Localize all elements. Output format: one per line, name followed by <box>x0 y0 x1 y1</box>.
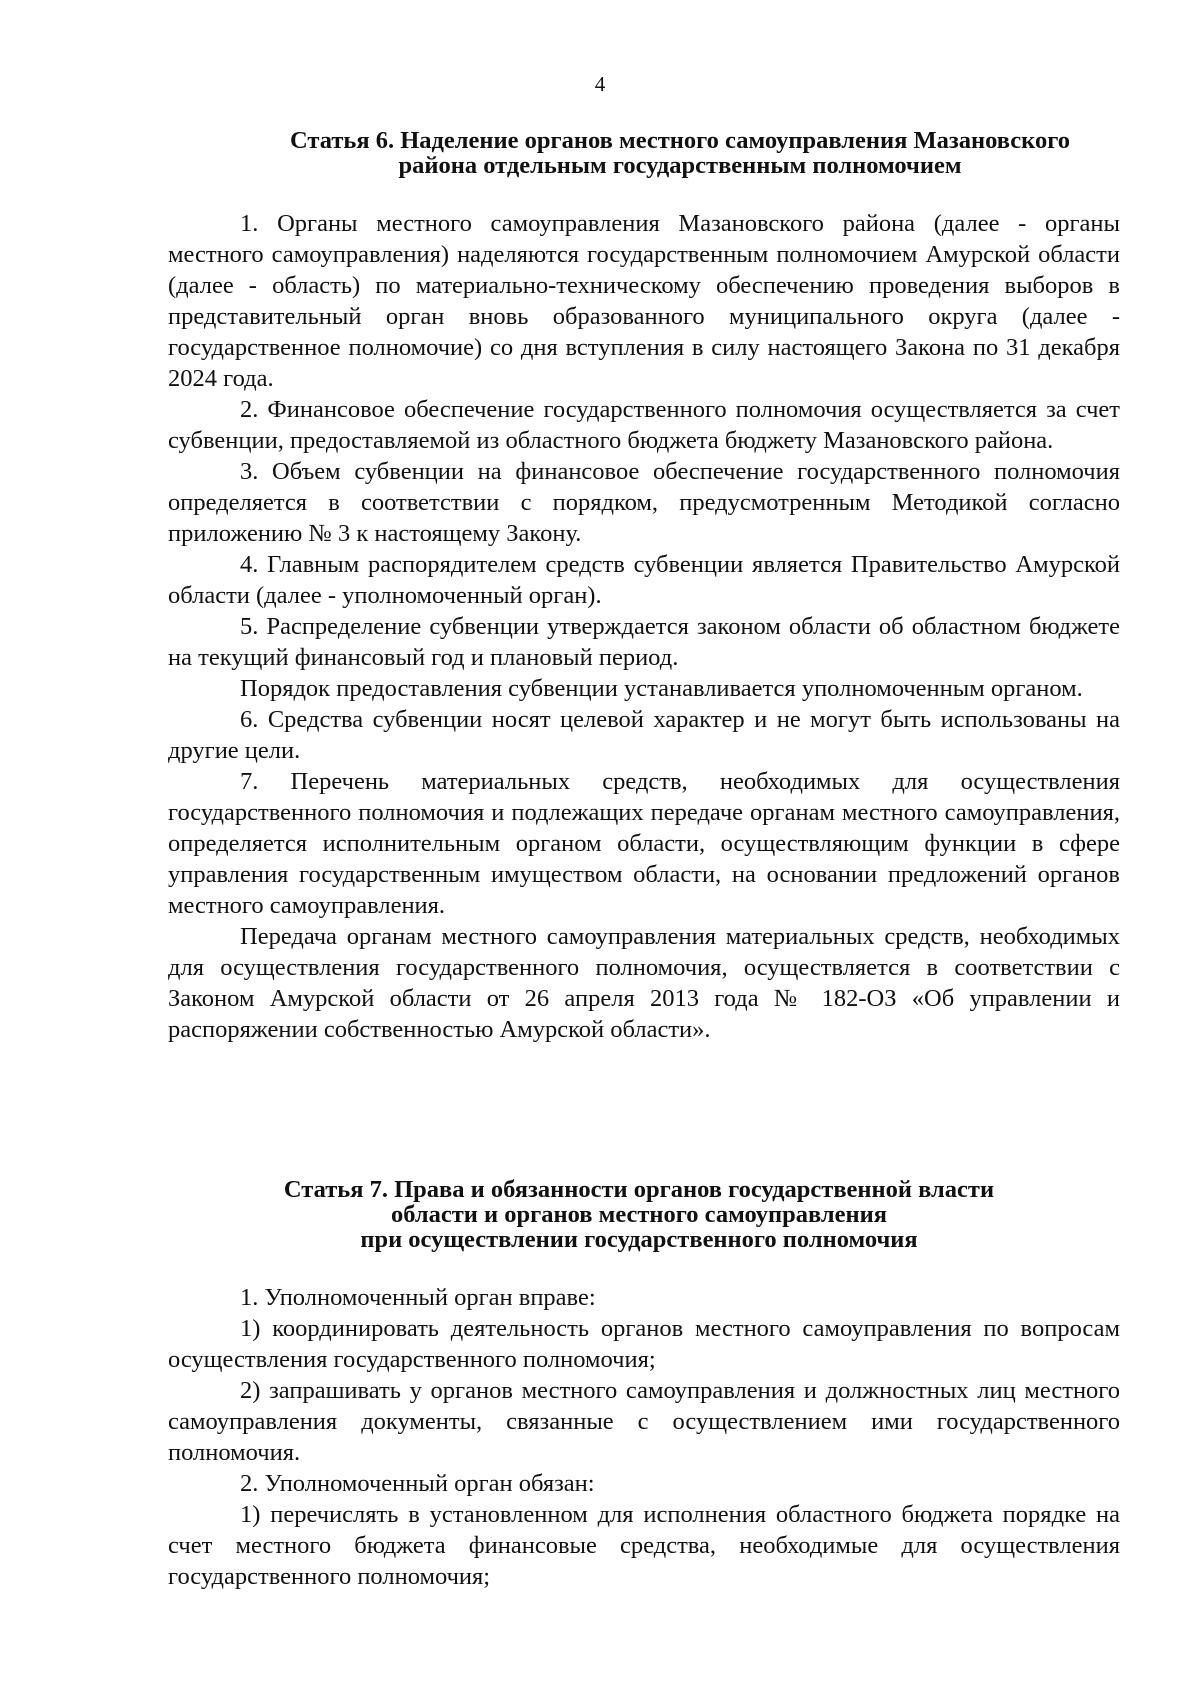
article-7-body <box>168 1282 1120 1592</box>
article-6-body <box>168 208 1120 1045</box>
article-6-paragraph-7-transfer: Передача органам местного самоуправления материальных средств, необходимых для осуществления государственного полномочия, осуществляется в соответствии с Законом Амурской области от 26 апреля 2013 года № 182-ОЗ «Об управлении и распоряжении собственностью Амурской области». <box>168 923 1120 1043</box>
article-6-paragraph-2: 2. Финансовое обеспечение государственного полномочия осуществляется за счет субвенции, предоставляемой из областного бюджета бюджету Мазановского района. <box>168 396 1120 454</box>
article-6-paragraph-7: 7. Перечень материальных средств, необходимых для осуществления государственного полномочия и подлежащих передаче органам местного самоуправления, определяется исполнительным органом области, осуществляющим функции в сфере управления государственным имуществом области, на основании предложений органов местного самоуправления. <box>168 768 1120 919</box>
article-7-paragraph-2-item-1: 1) перечислять в установленном для исполнения областного бюджета порядке на счет местного бюджета финансовые средства, необходимые для осуществления государственного полномочия; <box>168 1501 1120 1590</box>
article-7-heading-line-1: Статья 7. Права и обязанности органов государственной власти <box>283 1176 995 1203</box>
article-7-heading-line-2: области и органов местного самоуправления <box>390 1201 888 1228</box>
article-7-paragraph-2: 2. Уполномоченный орган обязан: <box>240 1470 595 1497</box>
page-number: 4 <box>594 72 606 96</box>
article-6-paragraph-4: 4. Главным распорядителем средств субвенции является Правительство Амурской области (далее - уполномоченный орган). <box>168 551 1120 609</box>
article-6-paragraph-6: 6. Средства субвенции носят целевой характер и не могут быть использованы на другие цели. <box>168 706 1120 764</box>
article-6-paragraph-5: 5. Распределение субвенции утверждается законом области об областном бюджете на текущий финансовый год и плановый период. <box>168 613 1120 671</box>
article-6-paragraph-3: 3. Объем субвенции на финансовое обеспечение государственного полномочия определяется в соответствии с порядком, предусмотренным Методикой согласно приложению № 3 к настоящему Закону. <box>168 458 1120 547</box>
article-7-heading <box>238 1177 1040 1252</box>
article-6-heading-line-2: района отдельным государственным полномочием <box>398 152 962 179</box>
article-6-heading-line-1: Статья 6. Наделение органов местного самоуправления Мазановского <box>290 127 1070 154</box>
article-6-paragraph-5-procedure: Порядок предоставления субвенции устанавливается уполномоченным органом. <box>240 675 1083 702</box>
article-7-paragraph-1: 1. Уполномоченный орган вправе: <box>240 1284 596 1311</box>
article-7-paragraph-1-item-1: 1) координировать деятельность органов местного самоуправления по вопросам осуществления государственного полномочия; <box>168 1315 1120 1373</box>
article-6-paragraph-1: 1. Органы местного самоуправления Мазановского района (далее - органы местного самоуправления) наделяются государственным полномочием Амурской области (далее - область) по материально-техническому обеспечению проведения выборов в представительный орган вновь образованного муниципального округа (далее - государственное полномочие) со дня вступления в силу настоящего Закона по 31 декабря 2024 года. <box>168 210 1120 392</box>
article-7-heading-line-3: при осуществлении государственного полномочия <box>360 1226 918 1253</box>
article-7-paragraph-1-item-2: 2) запрашивать у органов местного самоуправления и должностных лиц местного самоуправления документы, связанные с осуществлением ими государственного полномочия. <box>168 1377 1120 1466</box>
article-6-heading <box>240 128 1120 178</box>
